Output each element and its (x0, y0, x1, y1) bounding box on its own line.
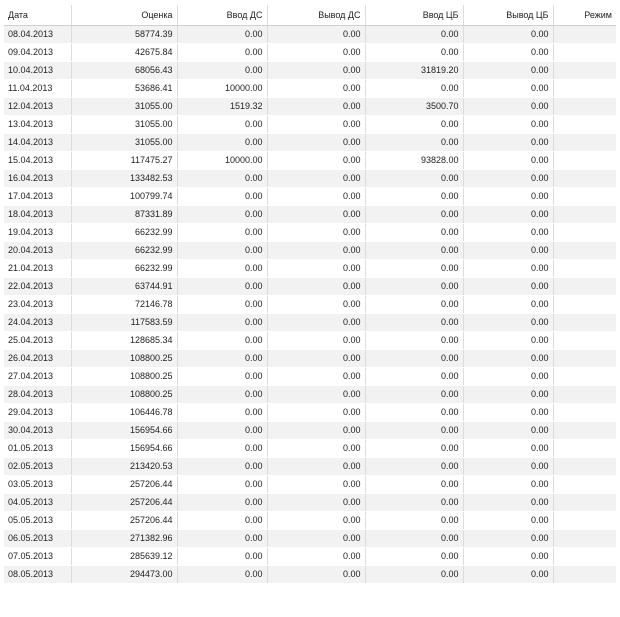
cell-securities-in: 0.00 (365, 385, 463, 403)
table-row[interactable] (4, 475, 616, 493)
cell-date: 19.04.2013 (4, 223, 71, 241)
cell-mode (553, 277, 616, 295)
cell-date: 20.04.2013 (4, 241, 71, 259)
cell-cash-in: 0.00 (177, 223, 267, 241)
cell-mode (553, 295, 616, 313)
cell-cash-in: 10000.00 (177, 79, 267, 97)
table-row[interactable] (4, 115, 616, 133)
cell-date: 21.04.2013 (4, 259, 71, 277)
cell-date: 12.04.2013 (4, 97, 71, 115)
cell-securities-out: 0.00 (463, 151, 553, 169)
table-row[interactable] (4, 313, 616, 331)
cell-cash-out: 0.00 (267, 511, 365, 529)
cell-date: 01.05.2013 (4, 439, 71, 457)
cell-securities-out: 0.00 (463, 25, 553, 43)
cell-cash-in: 0.00 (177, 25, 267, 43)
cell-mode (553, 385, 616, 403)
cell-securities-out: 0.00 (463, 169, 553, 187)
cell-estimate: 156954.66 (71, 439, 177, 457)
cell-cash-in: 0.00 (177, 43, 267, 61)
cell-securities-in: 0.00 (365, 367, 463, 385)
cell-date: 08.05.2013 (4, 565, 71, 583)
cell-securities-in: 0.00 (365, 241, 463, 259)
cell-mode (553, 421, 616, 439)
column-header-securities-out[interactable]: Вывод ЦБ (463, 5, 553, 25)
cell-securities-out: 0.00 (463, 331, 553, 349)
cell-securities-in: 0.00 (365, 115, 463, 133)
cell-securities-out: 0.00 (463, 277, 553, 295)
cell-date: 23.04.2013 (4, 295, 71, 313)
table-row[interactable] (4, 133, 616, 151)
cell-date: 26.04.2013 (4, 349, 71, 367)
cell-date: 22.04.2013 (4, 277, 71, 295)
table-row[interactable] (4, 169, 616, 187)
cell-mode (553, 79, 616, 97)
table-row[interactable] (4, 295, 616, 313)
cell-date: 05.05.2013 (4, 511, 71, 529)
cell-mode (553, 331, 616, 349)
cell-mode (553, 493, 616, 511)
cell-securities-in: 93828.00 (365, 151, 463, 169)
cell-mode (553, 187, 616, 205)
table-row[interactable] (4, 259, 616, 277)
cell-mode (553, 511, 616, 529)
cell-estimate: 63744.91 (71, 277, 177, 295)
cell-cash-out: 0.00 (267, 475, 365, 493)
cell-mode (553, 259, 616, 277)
cell-date: 02.05.2013 (4, 457, 71, 475)
cell-securities-out: 0.00 (463, 97, 553, 115)
cell-cash-in: 0.00 (177, 493, 267, 511)
portfolio-history-table-wrap (4, 5, 616, 584)
cell-estimate: 294473.00 (71, 565, 177, 583)
table-row[interactable] (4, 97, 616, 115)
cell-securities-out: 0.00 (463, 457, 553, 475)
cell-securities-out: 0.00 (463, 565, 553, 583)
cell-securities-out: 0.00 (463, 115, 553, 133)
table-row[interactable] (4, 421, 616, 439)
cell-estimate: 106446.78 (71, 403, 177, 421)
cell-date: 11.04.2013 (4, 79, 71, 97)
cell-date: 29.04.2013 (4, 403, 71, 421)
cell-date: 17.04.2013 (4, 187, 71, 205)
table-row[interactable] (4, 547, 616, 565)
cell-cash-in: 0.00 (177, 511, 267, 529)
column-header-date[interactable]: Дата (4, 5, 71, 25)
column-header-cash-out[interactable]: Вывод ДС (267, 5, 365, 25)
cell-cash-in: 0.00 (177, 61, 267, 79)
cell-cash-in: 0.00 (177, 331, 267, 349)
table-row[interactable] (4, 457, 616, 475)
cell-securities-in: 0.00 (365, 187, 463, 205)
cell-mode (553, 439, 616, 457)
cell-estimate: 108800.25 (71, 385, 177, 403)
cell-cash-out: 0.00 (267, 25, 365, 43)
cell-date: 14.04.2013 (4, 133, 71, 151)
cell-date: 18.04.2013 (4, 205, 71, 223)
cell-estimate: 128685.34 (71, 331, 177, 349)
table-row[interactable] (4, 493, 616, 511)
cell-mode (553, 547, 616, 565)
cell-securities-in: 0.00 (365, 295, 463, 313)
cell-securities-out: 0.00 (463, 547, 553, 565)
table-row[interactable] (4, 349, 616, 367)
cell-securities-out: 0.00 (463, 133, 553, 151)
cell-cash-out: 0.00 (267, 367, 365, 385)
cell-date: 07.05.2013 (4, 547, 71, 565)
cell-estimate: 108800.25 (71, 367, 177, 385)
cell-securities-in: 0.00 (365, 475, 463, 493)
cell-date: 16.04.2013 (4, 169, 71, 187)
cell-cash-in: 0.00 (177, 295, 267, 313)
table-row[interactable] (4, 277, 616, 295)
cell-cash-in: 10000.00 (177, 151, 267, 169)
cell-cash-out: 0.00 (267, 259, 365, 277)
column-header-estimate[interactable]: Оценка (71, 5, 177, 25)
cell-cash-in: 0.00 (177, 241, 267, 259)
cell-cash-out: 0.00 (267, 205, 365, 223)
cell-mode (553, 313, 616, 331)
cell-cash-in: 1519.32 (177, 97, 267, 115)
table-row[interactable] (4, 61, 616, 79)
cell-mode (553, 97, 616, 115)
cell-estimate: 72146.78 (71, 295, 177, 313)
table-row[interactable] (4, 43, 616, 61)
cell-cash-in: 0.00 (177, 367, 267, 385)
cell-estimate: 117475.27 (71, 151, 177, 169)
cell-cash-out: 0.00 (267, 241, 365, 259)
column-header-cash-in[interactable]: Ввод ДС (177, 5, 267, 25)
cell-estimate: 156954.66 (71, 421, 177, 439)
cell-securities-out: 0.00 (463, 313, 553, 331)
cell-securities-out: 0.00 (463, 403, 553, 421)
cell-cash-in: 0.00 (177, 457, 267, 475)
cell-mode (553, 25, 616, 43)
cell-cash-in: 0.00 (177, 403, 267, 421)
cell-cash-out: 0.00 (267, 169, 365, 187)
cell-securities-out: 0.00 (463, 385, 553, 403)
cell-securities-in: 0.00 (365, 43, 463, 61)
cell-estimate: 66232.99 (71, 241, 177, 259)
cell-securities-in: 0.00 (365, 529, 463, 547)
cell-cash-out: 0.00 (267, 277, 365, 295)
table-row[interactable] (4, 529, 616, 547)
table-row[interactable] (4, 385, 616, 403)
cell-securities-out: 0.00 (463, 367, 553, 385)
cell-cash-in: 0.00 (177, 529, 267, 547)
cell-mode (553, 475, 616, 493)
cell-date: 28.04.2013 (4, 385, 71, 403)
cell-cash-out: 0.00 (267, 349, 365, 367)
cell-securities-in: 0.00 (365, 511, 463, 529)
cell-cash-in: 0.00 (177, 421, 267, 439)
table-row[interactable] (4, 439, 616, 457)
cell-cash-in: 0.00 (177, 565, 267, 583)
cell-date: 10.04.2013 (4, 61, 71, 79)
table-row[interactable] (4, 25, 616, 43)
cell-estimate: 53686.41 (71, 79, 177, 97)
cell-mode (553, 133, 616, 151)
cell-estimate: 58774.39 (71, 25, 177, 43)
table-row[interactable] (4, 223, 616, 241)
cell-estimate: 42675.84 (71, 43, 177, 61)
cell-estimate: 100799.74 (71, 187, 177, 205)
cell-cash-out: 0.00 (267, 547, 365, 565)
cell-mode (553, 61, 616, 79)
cell-securities-in: 0.00 (365, 439, 463, 457)
cell-cash-out: 0.00 (267, 187, 365, 205)
cell-cash-out: 0.00 (267, 331, 365, 349)
column-header-mode[interactable]: Режим (553, 5, 616, 25)
cell-securities-in: 0.00 (365, 421, 463, 439)
cell-securities-out: 0.00 (463, 439, 553, 457)
cell-securities-out: 0.00 (463, 529, 553, 547)
cell-securities-out: 0.00 (463, 295, 553, 313)
cell-securities-out: 0.00 (463, 475, 553, 493)
cell-mode (553, 223, 616, 241)
cell-cash-out: 0.00 (267, 151, 365, 169)
cell-securities-out: 0.00 (463, 241, 553, 259)
cell-cash-out: 0.00 (267, 133, 365, 151)
cell-date: 27.04.2013 (4, 367, 71, 385)
cell-mode (553, 565, 616, 583)
cell-securities-out: 0.00 (463, 223, 553, 241)
cell-cash-out: 0.00 (267, 421, 365, 439)
cell-securities-in: 0.00 (365, 79, 463, 97)
cell-cash-out: 0.00 (267, 313, 365, 331)
cell-securities-out: 0.00 (463, 511, 553, 529)
cell-mode (553, 241, 616, 259)
cell-securities-in: 0.00 (365, 313, 463, 331)
cell-cash-out: 0.00 (267, 223, 365, 241)
table-row[interactable] (4, 241, 616, 259)
cell-mode (553, 169, 616, 187)
table-row[interactable] (4, 187, 616, 205)
cell-securities-out: 0.00 (463, 43, 553, 61)
cell-mode (553, 403, 616, 421)
cell-cash-in: 0.00 (177, 115, 267, 133)
cell-cash-out: 0.00 (267, 529, 365, 547)
cell-securities-in: 0.00 (365, 457, 463, 475)
cell-securities-out: 0.00 (463, 61, 553, 79)
table-row[interactable] (4, 367, 616, 385)
cell-cash-out: 0.00 (267, 79, 365, 97)
cell-mode (553, 349, 616, 367)
cell-securities-out: 0.00 (463, 205, 553, 223)
table-row[interactable] (4, 403, 616, 421)
cell-cash-out: 0.00 (267, 403, 365, 421)
cell-cash-out: 0.00 (267, 61, 365, 79)
cell-cash-in: 0.00 (177, 169, 267, 187)
cell-date: 06.05.2013 (4, 529, 71, 547)
cell-cash-out: 0.00 (267, 565, 365, 583)
cell-securities-in: 0.00 (365, 25, 463, 43)
cell-estimate: 31055.00 (71, 97, 177, 115)
table-row[interactable] (4, 331, 616, 349)
cell-securities-out: 0.00 (463, 79, 553, 97)
cell-cash-in: 0.00 (177, 259, 267, 277)
cell-cash-in: 0.00 (177, 349, 267, 367)
cell-date: 04.05.2013 (4, 493, 71, 511)
cell-estimate: 257206.44 (71, 493, 177, 511)
table-row[interactable] (4, 565, 616, 583)
cell-estimate: 108800.25 (71, 349, 177, 367)
cell-estimate: 271382.96 (71, 529, 177, 547)
cell-cash-in: 0.00 (177, 205, 267, 223)
cell-estimate: 213420.53 (71, 457, 177, 475)
table-row[interactable] (4, 511, 616, 529)
cell-estimate: 31055.00 (71, 115, 177, 133)
cell-mode (553, 457, 616, 475)
cell-cash-in: 0.00 (177, 547, 267, 565)
cell-securities-in: 0.00 (365, 277, 463, 295)
cell-date: 13.04.2013 (4, 115, 71, 133)
cell-securities-out: 0.00 (463, 421, 553, 439)
cell-date: 24.04.2013 (4, 313, 71, 331)
cell-date: 25.04.2013 (4, 331, 71, 349)
cell-cash-out: 0.00 (267, 457, 365, 475)
cell-date: 03.05.2013 (4, 475, 71, 493)
cell-date: 08.04.2013 (4, 25, 71, 43)
cell-estimate: 87331.89 (71, 205, 177, 223)
cell-securities-in: 0.00 (365, 223, 463, 241)
cell-cash-out: 0.00 (267, 385, 365, 403)
cell-securities-in: 0.00 (365, 403, 463, 421)
cell-mode (553, 367, 616, 385)
cell-mode (553, 115, 616, 133)
cell-securities-out: 0.00 (463, 187, 553, 205)
cell-date: 15.04.2013 (4, 151, 71, 169)
cell-securities-out: 0.00 (463, 493, 553, 511)
cell-cash-out: 0.00 (267, 115, 365, 133)
table-header-row (4, 5, 616, 25)
cell-cash-out: 0.00 (267, 493, 365, 511)
cell-securities-in: 0.00 (365, 169, 463, 187)
cell-estimate: 66232.99 (71, 223, 177, 241)
cell-mode (553, 43, 616, 61)
cell-cash-in: 0.00 (177, 385, 267, 403)
cell-cash-in: 0.00 (177, 439, 267, 457)
cell-securities-in: 0.00 (365, 349, 463, 367)
cell-estimate: 257206.44 (71, 511, 177, 529)
cell-cash-in: 0.00 (177, 475, 267, 493)
cell-securities-in: 31819.20 (365, 61, 463, 79)
column-header-securities-in[interactable]: Ввод ЦБ (365, 5, 463, 25)
cell-cash-out: 0.00 (267, 295, 365, 313)
cell-securities-out: 0.00 (463, 259, 553, 277)
portfolio-history-table (4, 5, 616, 584)
cell-securities-in: 0.00 (365, 565, 463, 583)
cell-estimate: 31055.00 (71, 133, 177, 151)
cell-securities-in: 0.00 (365, 133, 463, 151)
cell-securities-in: 3500.70 (365, 97, 463, 115)
cell-securities-in: 0.00 (365, 547, 463, 565)
table-row[interactable] (4, 151, 616, 169)
cell-securities-in: 0.00 (365, 205, 463, 223)
cell-securities-out: 0.00 (463, 349, 553, 367)
cell-mode (553, 205, 616, 223)
cell-cash-in: 0.00 (177, 187, 267, 205)
cell-securities-in: 0.00 (365, 259, 463, 277)
cell-estimate: 257206.44 (71, 475, 177, 493)
cell-estimate: 117583.59 (71, 313, 177, 331)
cell-cash-in: 0.00 (177, 313, 267, 331)
cell-cash-in: 0.00 (177, 277, 267, 295)
cell-cash-out: 0.00 (267, 43, 365, 61)
table-row[interactable] (4, 205, 616, 223)
cell-cash-out: 0.00 (267, 97, 365, 115)
cell-estimate: 68056.43 (71, 61, 177, 79)
cell-estimate: 133482.53 (71, 169, 177, 187)
cell-mode (553, 529, 616, 547)
cell-date: 30.04.2013 (4, 421, 71, 439)
cell-securities-in: 0.00 (365, 331, 463, 349)
table-body (4, 25, 616, 583)
cell-estimate: 66232.99 (71, 259, 177, 277)
cell-cash-out: 0.00 (267, 439, 365, 457)
cell-securities-in: 0.00 (365, 493, 463, 511)
cell-cash-in: 0.00 (177, 133, 267, 151)
cell-date: 09.04.2013 (4, 43, 71, 61)
cell-estimate: 285639.12 (71, 547, 177, 565)
cell-mode (553, 151, 616, 169)
table-row[interactable] (4, 79, 616, 97)
